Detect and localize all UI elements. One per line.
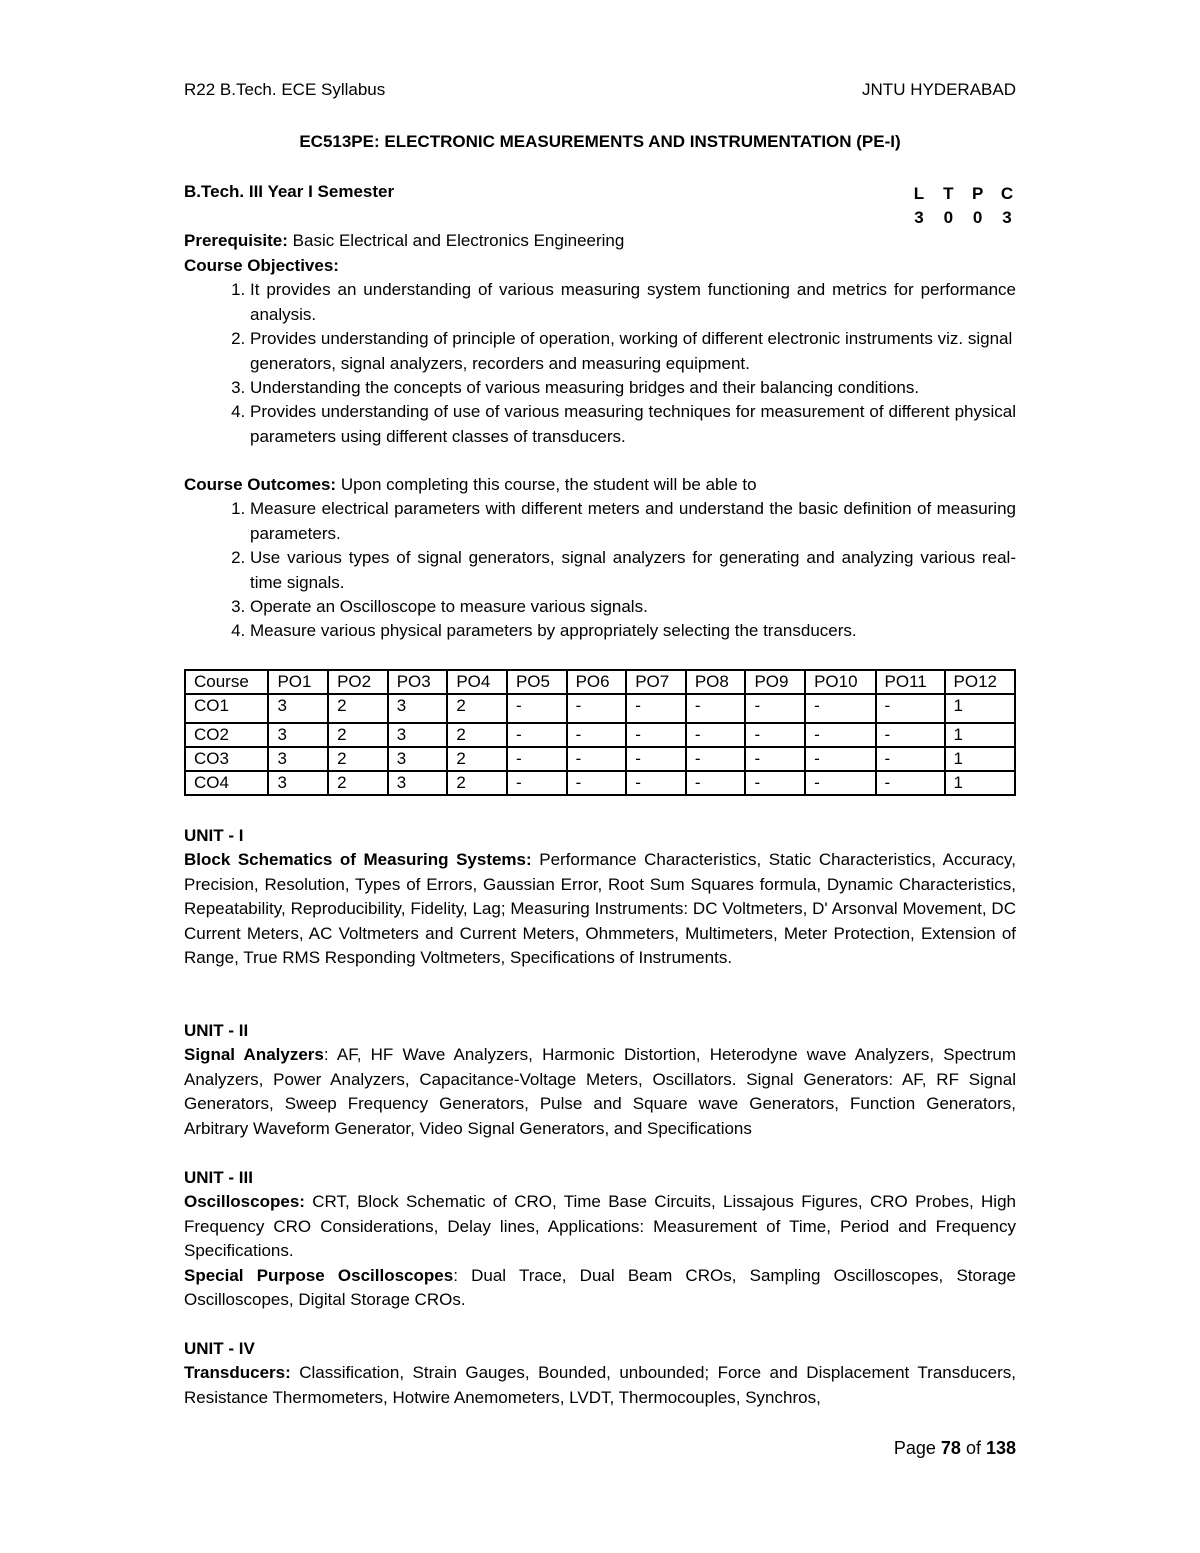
unit-topic-text: : AF, HF Wave Analyzers, Harmonic Distortion, Heterodyne wave Analyzers, Spectrum Analyzers, Power Analyzers, Capacitance-Voltage Meters, Oscillators. Signal Generators: AF, RF Signal Generators, Sweep Frequency Generators, Pulse and Square wave Generators, Function Generators, Arbitrary Waveform Generator, Video Signal Generators, and Specifications <box>184 1045 1016 1138</box>
table-cell: - <box>876 723 945 747</box>
table-cell: 3 <box>388 747 448 771</box>
objective-item: 1. It provides an understanding of various measuring system functioning and metrics for performance analysis. <box>250 278 1016 327</box>
header-left: R22 B.Tech. ECE Syllabus <box>184 80 386 99</box>
ltpc-label-c: C <box>1000 184 1014 203</box>
page-footer <box>184 1438 1016 1459</box>
table-cell: - <box>686 723 746 747</box>
outcome-item: 2. Use various types of signal generators, signal analyzers for generating and analyzing various real-time signals. <box>250 546 1016 595</box>
unit-topic-text: Performance Characteristics, Static Characteristics, Accuracy, Precision, Resolution, Types of Errors, Gaussian Error, Root Sum Squares formula, Dynamic Characteristics, Repeatability, Reproducibility, Fidelity, Lag; Measuring Instruments: DC Voltmeters, D' Arsonval Movement, DC Current Meters, AC Voltmeters and Current Meters, Ohmmeters, Multimeters, Meter Protection, Extension of Range, True RMS Responding Voltmeters, Specifications of Instruments. <box>184 850 1016 968</box>
unit-2 <box>184 1019 1016 1141</box>
objective-item: 2. Provides understanding of principle of operation, working of different electronic instruments viz. signal generators, signal analyzers, recorders and measuring equipment. <box>250 327 1016 376</box>
unit-topic-text: : Dual Trace, Dual Beam CROs, Sampling Oscilloscopes, Storage Oscilloscopes, Digital Storage CROs. <box>184 1265 1016 1310</box>
unit-topic-label: Transducers: <box>184 1363 291 1383</box>
table-cell: - <box>686 694 746 723</box>
table-cell: - <box>745 694 805 723</box>
unit-topic-text: CRT, Block Schematic of CRO, Time Base Circuits, Lissajous Figures, CRO Probes, High Frequency CRO Considerations, Delay lines, Applications: Measurement of Time, Period and Frequency Specifications. <box>184 1192 1016 1261</box>
table-cell: CO4 <box>185 771 268 795</box>
table-cell: - <box>686 771 746 795</box>
page-of: of <box>960 1438 986 1458</box>
header-cell: PO8 <box>686 670 746 694</box>
unit-topic-text: Classification, Strain Gauges, Bounded, unbounded; Force and Displacement Transducers, Resistance Thermometers, Hotwire Anemometers, LVDT, Thermocouples, Synchros, <box>184 1363 1016 1407</box>
table-row <box>185 747 1015 771</box>
table-cell: 3 <box>268 771 328 795</box>
table-cell: - <box>876 747 945 771</box>
table-row <box>185 694 1015 723</box>
table-row <box>185 771 1015 795</box>
table-cell: - <box>507 747 567 771</box>
unit-4 <box>184 1337 1016 1410</box>
unit-topic-label: Signal Analyzers <box>184 1045 324 1065</box>
table-cell: - <box>567 771 627 795</box>
page-header <box>184 80 1016 102</box>
ltpc-value-t: 0 <box>943 208 954 227</box>
table-cell: - <box>876 694 945 723</box>
outcome-item: 1. Measure electrical parameters with different meters and understand the basic definition of measuring parameters. <box>250 497 1016 546</box>
ltpc-value-c: 3 <box>1002 208 1012 227</box>
header-cell: PO10 <box>805 670 875 694</box>
table-cell: - <box>686 747 746 771</box>
prerequisite <box>184 229 1016 253</box>
table-row <box>185 723 1015 747</box>
table-cell: 2 <box>447 747 507 771</box>
unit-heading: UNIT - III <box>184 1168 253 1187</box>
outcome-item: 3. Operate an Oscilloscope to measure various signals. <box>250 595 1016 619</box>
page-prefix: Page <box>893 1438 941 1458</box>
unit-heading: UNIT - I <box>184 826 244 845</box>
table-cell: 3 <box>388 694 448 723</box>
unit-1 <box>184 824 1016 970</box>
header-cell: PO12 <box>945 670 1015 694</box>
unit-heading: UNIT - II <box>184 1021 249 1040</box>
header-cell: PO9 <box>745 670 805 694</box>
header-cell: PO11 <box>876 670 945 694</box>
table-cell: 2 <box>328 771 388 795</box>
ltpc-label-p: P <box>971 184 984 203</box>
table-cell: 1 <box>945 771 1015 795</box>
table-cell: 2 <box>447 694 507 723</box>
unit-heading: UNIT - IV <box>184 1339 255 1358</box>
table-cell: - <box>507 771 567 795</box>
table-cell: 1 <box>945 747 1015 771</box>
header-cell: Course <box>185 670 268 694</box>
prerequisite-text: Basic Electrical and Electronics Engineering <box>287 231 625 250</box>
table-cell: - <box>745 747 805 771</box>
header-cell: PO5 <box>507 670 567 694</box>
table-cell: CO3 <box>185 747 268 771</box>
table-cell: 2 <box>328 747 388 771</box>
header-cell: PO2 <box>328 670 388 694</box>
table-cell: - <box>876 771 945 795</box>
ltpc-label-t: T <box>943 184 954 203</box>
page-number: 78 <box>940 1438 961 1458</box>
table-cell: 2 <box>447 723 507 747</box>
table-cell: CO2 <box>185 723 268 747</box>
table-cell: 3 <box>268 747 328 771</box>
table-cell: - <box>805 747 875 771</box>
ltpc-value-p: 0 <box>972 208 983 227</box>
prerequisite-label: Prerequisite: <box>184 231 288 250</box>
table-cell: - <box>805 694 875 723</box>
header-cell: PO4 <box>447 670 507 694</box>
table-cell: - <box>507 723 567 747</box>
table-cell: 3 <box>268 694 328 723</box>
co-po-table <box>184 669 1016 796</box>
table-cell: 2 <box>328 723 388 747</box>
table-cell: - <box>567 747 627 771</box>
objectives-label: Course Objectives: <box>184 256 339 275</box>
outcomes-list <box>184 497 1016 643</box>
ltpc-grid <box>908 182 1018 230</box>
table-cell: - <box>626 747 686 771</box>
page-total: 138 <box>985 1438 1016 1458</box>
unit-3 <box>184 1166 1016 1312</box>
ltpc-value-l: 3 <box>914 208 924 227</box>
table-cell: - <box>507 694 567 723</box>
table-cell: 2 <box>447 771 507 795</box>
table-cell: - <box>745 723 805 747</box>
outcomes-intro: Upon completing this course, the student will be able to <box>336 475 757 494</box>
table-cell: - <box>626 723 686 747</box>
table-cell: - <box>626 771 686 795</box>
objectives-list <box>184 278 1016 449</box>
header-cell: PO6 <box>567 670 627 694</box>
table-cell: CO1 <box>185 694 268 723</box>
table-cell: - <box>805 771 875 795</box>
header-cell: PO7 <box>626 670 686 694</box>
course-title: EC513PE: ELECTRONIC MEASUREMENTS AND INSTRUMENTATION (PE-I) <box>299 132 901 151</box>
table-cell: 1 <box>945 694 1015 723</box>
header-cell: PO1 <box>268 670 328 694</box>
table-cell: 2 <box>328 694 388 723</box>
ltpc-label-l: L <box>913 184 925 203</box>
outcomes-label: Course Outcomes: <box>184 475 337 494</box>
table-header-row <box>185 670 1015 694</box>
header-cell: PO3 <box>388 670 448 694</box>
unit-topic-label: Oscilloscopes: <box>184 1192 305 1212</box>
table-cell: - <box>745 771 805 795</box>
table-cell: 1 <box>945 723 1015 747</box>
course-objectives <box>184 254 1016 449</box>
table-cell: 3 <box>268 723 328 747</box>
semester: B.Tech. III Year I Semester <box>184 182 395 201</box>
header-right: JNTU HYDERABAD <box>862 80 1016 99</box>
table-cell: - <box>567 723 627 747</box>
table-cell: - <box>805 723 875 747</box>
table-cell: 3 <box>388 723 448 747</box>
unit-topic-label: Block Schematics of Measuring Systems: <box>184 850 532 870</box>
outcome-item: 4. Measure various physical parameters by appropriately selecting the transducers. <box>250 619 1016 643</box>
table-cell: - <box>567 694 627 723</box>
table-cell: - <box>626 694 686 723</box>
table-cell: 3 <box>388 771 448 795</box>
course-outcomes <box>184 473 1016 644</box>
objective-item: 3. Understanding the concepts of various measuring bridges and their balancing conditions. <box>250 376 1016 400</box>
unit-topic-label: Special Purpose Oscilloscopes <box>184 1265 454 1285</box>
objective-item: 4. Provides understanding of use of various measuring techniques for measurement of different physical parameters using different classes of transducers. <box>250 400 1016 449</box>
